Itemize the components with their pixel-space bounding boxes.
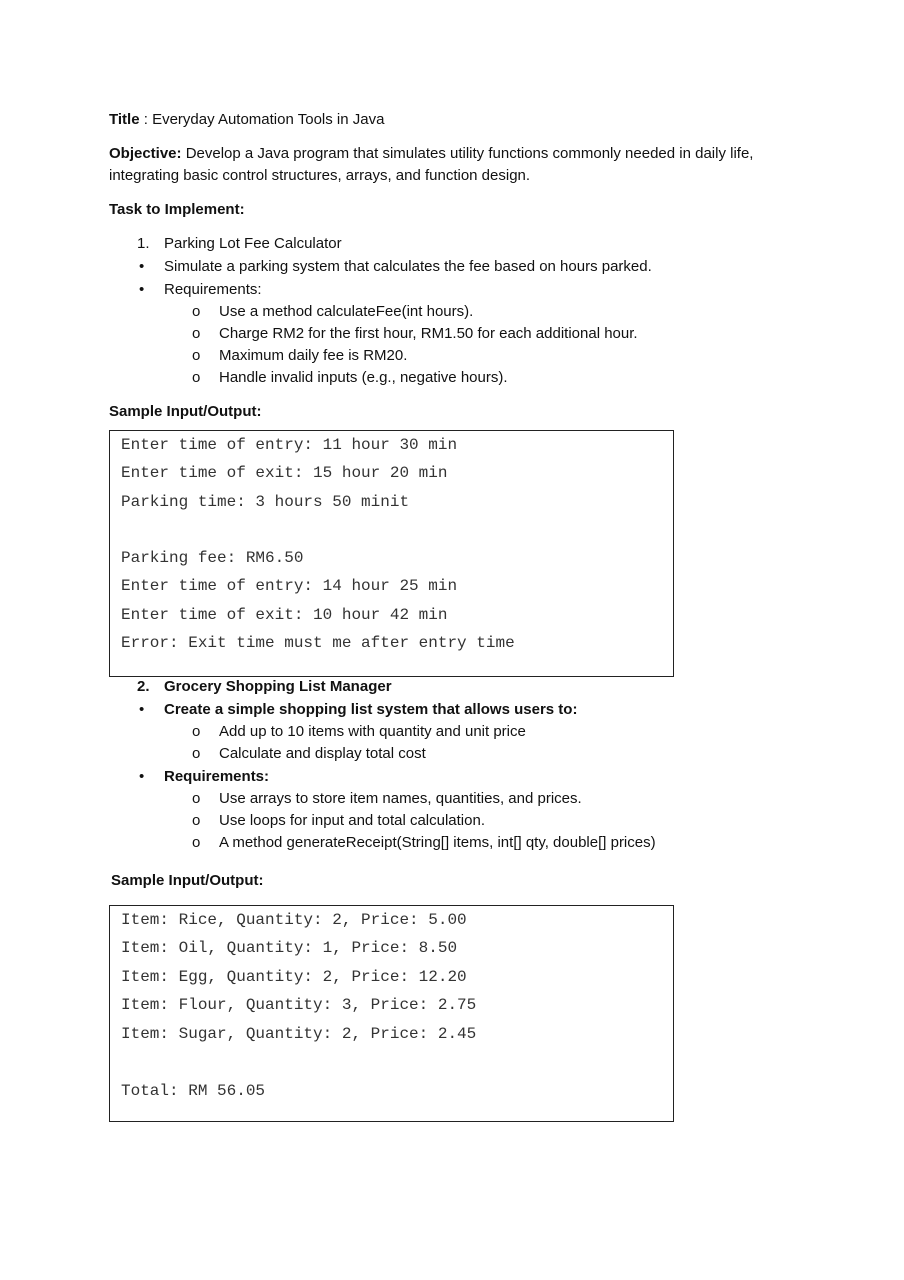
task2-requirement: A method generateReceipt(String[] items, int[] qty, double[] prices) (219, 834, 656, 851)
task1-requirement: Maximum daily fee is RM20. (219, 347, 408, 364)
sub-bullet-icon: o (192, 790, 201, 807)
sub-bullet-icon: o (192, 723, 201, 740)
sample-line: Enter time of exit: 10 hour 42 min (121, 606, 448, 624)
task1-requirement: Charge RM2 for the first hour, RM1.50 for each additional hour. (219, 325, 638, 342)
sub-bullet-icon: o (192, 745, 201, 762)
sample-line: Total: RM 56.05 (121, 1082, 266, 1100)
sample-line: Item: Egg, Quantity: 2, Price: 12.20 (121, 968, 467, 986)
task2-title: Grocery Shopping List Manager (164, 678, 392, 695)
task1-bullet-2: Requirements: (164, 281, 262, 298)
sample-line: Parking fee: RM6.50 (121, 549, 304, 567)
document-title (109, 111, 384, 128)
sample-line: Error: Exit time must me after entry time (121, 634, 515, 652)
sample-line: Parking time: 3 hours 50 minit (121, 493, 410, 511)
task2-sample-heading: Sample Input/Output: (111, 872, 264, 889)
sample-line: Item: Sugar, Quantity: 2, Price: 2.45 (121, 1025, 477, 1043)
task2-feature: Add up to 10 items with quantity and unit price (219, 723, 526, 740)
sample-line: Item: Rice, Quantity: 2, Price: 5.00 (121, 911, 467, 929)
task2-requirement: Use arrays to store item names, quantities, and prices. (219, 790, 582, 807)
sub-bullet-icon: o (192, 347, 201, 364)
sub-bullet-icon: o (192, 369, 201, 386)
objective-line-1 (109, 145, 753, 162)
task1-bullet-1: Simulate a parking system that calculates the fee based on hours parked. (164, 258, 652, 275)
sample-line: Enter time of entry: 11 hour 30 min (121, 436, 458, 454)
sub-bullet-icon: o (192, 834, 201, 851)
title-text: : Everyday Automation Tools in Java (139, 111, 385, 128)
task1-title: Parking Lot Fee Calculator (164, 235, 342, 252)
sub-bullet-icon: o (192, 812, 201, 829)
task2-requirement: Use loops for input and total calculation. (219, 812, 485, 829)
task2-bullet-2: Requirements: (164, 768, 270, 785)
task2-number: 2. (137, 678, 150, 695)
sample-line: Item: Flour, Quantity: 3, Price: 2.75 (121, 996, 477, 1014)
sub-bullet-icon: o (192, 303, 201, 320)
bullet-icon: • (139, 258, 145, 275)
sub-bullet-icon: o (192, 325, 201, 342)
bullet-icon: • (139, 701, 145, 718)
sample-line: Item: Oil, Quantity: 1, Price: 8.50 (121, 939, 458, 957)
task2-bullet-1: Create a simple shopping list system that allows users to: (164, 701, 578, 718)
bullet-icon: • (139, 281, 145, 298)
objective-line-2: integrating basic control structures, arrays, and function design. (109, 167, 531, 184)
sample-line: Enter time of entry: 14 hour 25 min (121, 577, 458, 595)
task2-feature: Calculate and display total cost (219, 745, 426, 762)
task-heading: Task to Implement: (109, 201, 245, 218)
task1-requirement: Handle invalid inputs (e.g., negative hours). (219, 369, 508, 386)
task1-sample-heading: Sample Input/Output: (109, 403, 262, 420)
task1-number: 1. (137, 235, 150, 252)
bullet-icon: • (139, 768, 145, 785)
objective-label: Objective: (109, 145, 182, 162)
task1-requirement: Use a method calculateFee(int hours). (219, 303, 474, 320)
title-label: Title (109, 111, 140, 128)
sample-line: Enter time of exit: 15 hour 20 min (121, 464, 448, 482)
objective-text-1: Develop a Java program that simulates utility functions commonly needed in daily life, (181, 145, 754, 162)
